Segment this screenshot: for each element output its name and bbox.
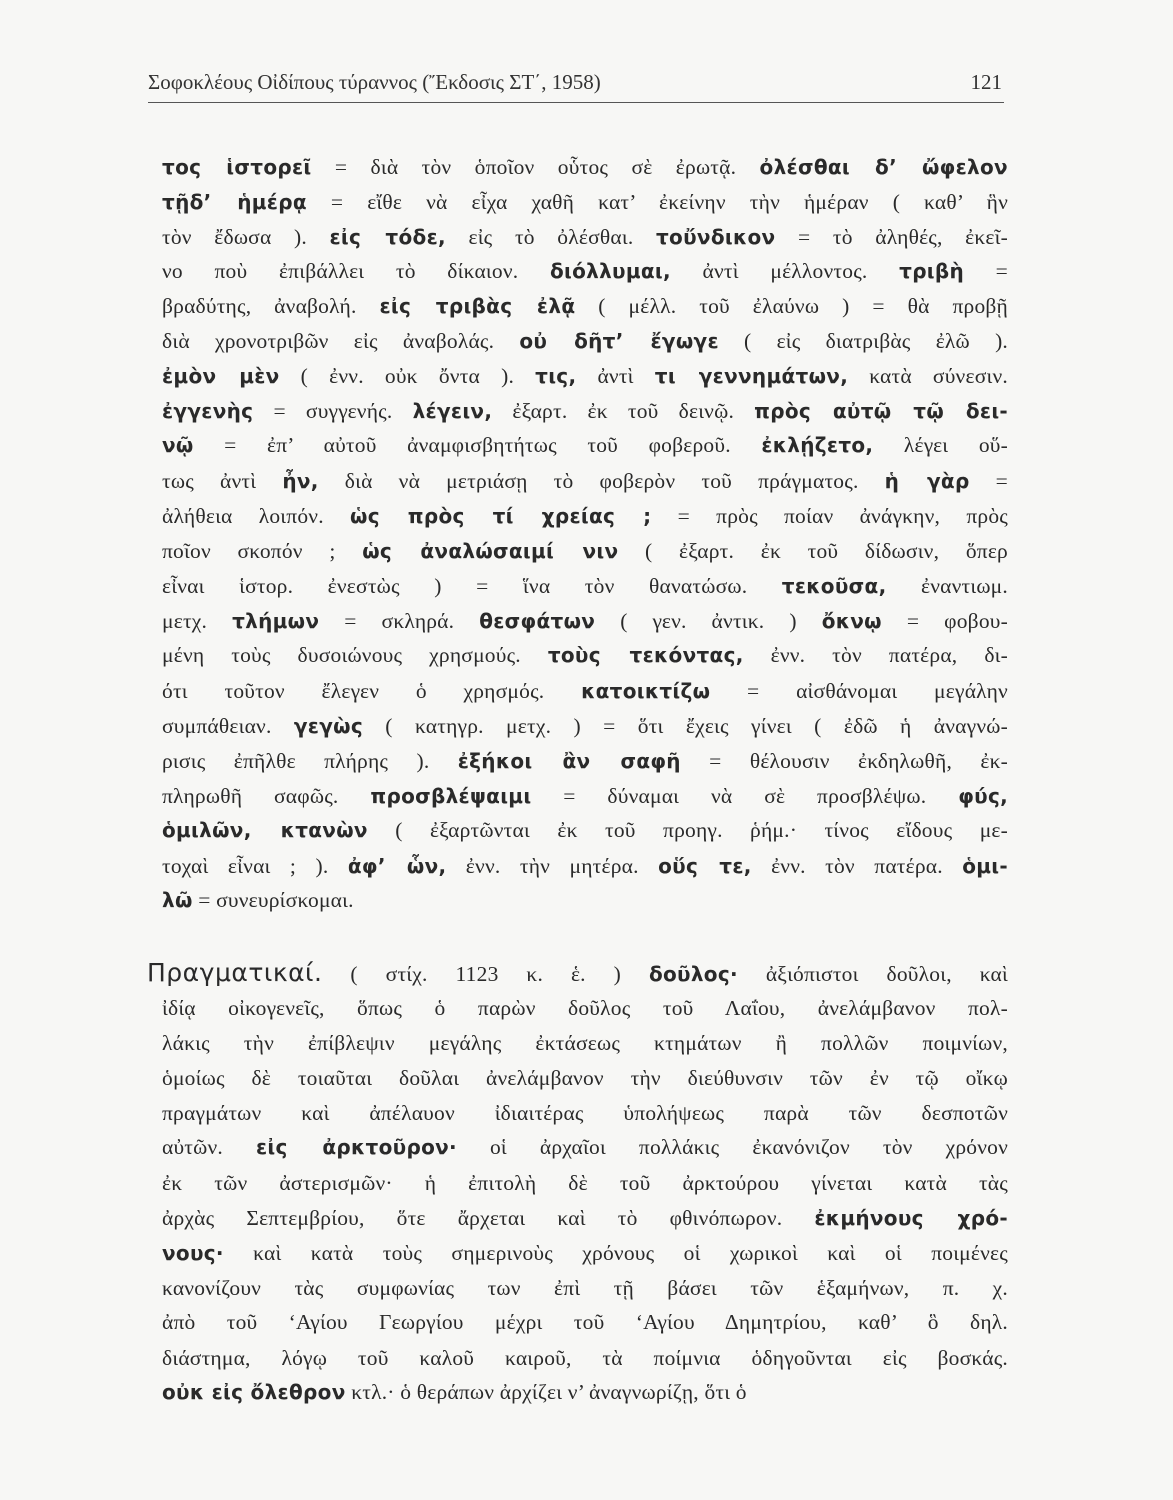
lemma: ἡ γὰρ: [884, 469, 970, 493]
gloss-text: = ἐπ’ αὐτοῦ ἀναμφισβητήτως τοῦ φοβεροῦ.: [193, 433, 762, 457]
gloss-text: τὸν ἔδωσα ).: [162, 225, 330, 249]
gloss-text: ἀλήθεια λοιπόν.: [162, 504, 351, 528]
lemma: νῷ: [162, 433, 194, 457]
text-line: [162, 1273, 1008, 1303]
lemma: κατοικτίζω: [581, 679, 711, 703]
gloss-text: ἀξιόπιστοι δοῦλοι, καὶ: [737, 962, 1008, 986]
gloss-text: τοχαὶ εἶναι ; ).: [162, 854, 348, 878]
lemma: οὕς τε,: [658, 854, 752, 878]
gloss-text: κανονίζουν τὰς συμφωνίας των ἐπὶ τῇ βάσει τῶν ἑξαμήνων, π. χ.: [162, 1276, 1008, 1300]
running-header: [148, 68, 1004, 103]
gloss-text: εἶναι ἱστορ. ἐνεστὼς ) = ἵνα τὸν θανατώσω.: [162, 574, 782, 598]
lemma: λῶ: [162, 888, 193, 912]
gloss-text: βραδύτης, ἀναβολή.: [162, 294, 380, 318]
gloss-text: ρισις ἐπῆλθε πλήρης ).: [162, 749, 458, 773]
text-line: [162, 1132, 1008, 1162]
gloss-text: πληρωθῆ σαφῶς.: [162, 784, 371, 808]
gloss-text: κτλ.· ὁ θεράπων ἀρχίζει ν’ ἀναγνωρίζῃ, ὅτι ὁ: [345, 1380, 747, 1404]
text-line: [162, 571, 1008, 601]
gloss-text: συμπάθειαν.: [162, 714, 294, 738]
text-line: [162, 326, 1008, 356]
gloss-text: ἐναντιωμ.: [886, 574, 1008, 598]
lemma: διόλλυμαι,: [549, 259, 671, 283]
lemma: θεσφάτων: [479, 609, 596, 633]
gloss-text: διὰ χρονοτριβῶν εἰς ἀναβολάς.: [162, 329, 520, 353]
gloss-text: ( κατηγρ. μετχ. ) = ὅτι ἔχεις γίνει ( ἐδῶ ἡ ἀναγνώ-: [362, 714, 1008, 738]
gloss-text: ἀντὶ: [576, 364, 655, 388]
text-line: [162, 1238, 1008, 1268]
gloss-text: = συγγενής.: [253, 399, 413, 423]
lemma: τλήμων: [232, 609, 320, 633]
lemma: φύς,: [958, 784, 1008, 808]
gloss-text: νο ποὺ ἐπιβάλλει τὸ δίκαιον.: [162, 259, 550, 283]
lemma: ἐξήκοι ἂν σαφῆ: [457, 749, 681, 773]
lemma: τεκοῦσα,: [781, 574, 887, 598]
lemma: ἐγγενὴς: [162, 399, 254, 423]
text-line: [162, 291, 1008, 321]
gloss-text: ἰδίᾳ οἰκογενεῖς, ὅπως ὁ παρὼν δοῦλος τοῦ Λαΐου, ἀνελάμβανον πολ-: [162, 996, 1008, 1020]
text-line: [162, 430, 1008, 460]
lemma: τριβὴ: [899, 259, 965, 283]
gloss-text: ἐνν. τὴν μητέρα.: [446, 854, 659, 878]
text-line: [162, 222, 1008, 252]
text-line: [162, 1098, 1008, 1128]
text-line: [162, 676, 1008, 706]
lemma: ἐκλῄζετο,: [761, 433, 874, 457]
gloss-text: τως ἀντὶ: [162, 469, 283, 493]
lemma: ἀφ’ ὧν,: [347, 854, 447, 878]
lemma: ὀλέσθαι δ’ ὤφελον: [759, 155, 1008, 179]
lemma: δοῦλος·: [648, 962, 738, 986]
lemma: νους·: [162, 1241, 224, 1265]
text-line: [162, 256, 1008, 286]
gloss-text: = αἰσθάνομαι μεγάλην: [710, 679, 1008, 703]
text-line: [162, 187, 1008, 217]
gloss-text: ποῖον σκοπόν ;: [162, 539, 363, 563]
gloss-text: = θέλουσιν ἐκδηλωθῆ, ἐκ-: [680, 749, 1008, 773]
text-line: [162, 536, 1008, 566]
gloss-text: = διὰ τὸν ὁποῖον οὗτος σὲ ἐρωτᾷ.: [311, 155, 760, 179]
text-line: [162, 1377, 1008, 1407]
text-line: [162, 396, 1008, 426]
gloss-text: ὁμοίως δὲ τοιαῦται δοῦλαι ἀνελάμβανον τὴν διεύθυνσιν τῶν ἐν τῷ οἴκῳ: [162, 1066, 1008, 1090]
gloss-text: εἰς τὸ ὀλέσθαι.: [445, 225, 656, 249]
lemma: ἐκμήνους χρό-: [814, 1206, 1008, 1230]
lemma: ἐμὸν μὲν: [162, 364, 280, 388]
lemma: ἦν,: [282, 469, 319, 493]
text-line: [162, 711, 1008, 741]
text-line: [162, 1168, 1008, 1198]
gloss-text: λάκις τὴν ἐπίβλεψιν μεγάλης ἐκτάσεως κτημάτων ἢ πολλῶν ποιμνίων,: [162, 1031, 1008, 1055]
gloss-text: = συνευρίσκομαι.: [192, 888, 354, 912]
gloss-text: αὐτῶν.: [162, 1135, 256, 1159]
gloss-text: καὶ κατὰ τοὺς σημερινοὺς χρόνους οἱ χωρικοὶ καὶ οἱ ποιμένες: [223, 1241, 1008, 1265]
lemma: οὐκ εἰς ὄλεθρον: [162, 1380, 346, 1404]
gloss-text: = πρὸς ποίαν ἀνάγκην, πρὸς: [651, 504, 1008, 528]
gloss-text: μετχ.: [162, 609, 233, 633]
gloss-text: =: [964, 259, 1008, 283]
gloss-text: ( ἐξαρτ. ἐκ τοῦ δίδωσιν, ὅπερ: [618, 539, 1008, 563]
text-line: [162, 640, 1008, 670]
lemma: τοὔνδικον: [655, 225, 776, 249]
gloss-text: μένη τοὺς δυσοιώνους χρησμούς.: [162, 643, 548, 667]
gloss-text: ότι τοῦτον ἔλεγεν ὁ χρησμός.: [162, 679, 582, 703]
lemma: τις,: [535, 364, 577, 388]
gloss-text: διάστημα, λόγῳ τοῦ καλοῦ καιροῦ, τὰ ποίμνια ὁδηγοῦνται εἰς βοσκάς.: [162, 1346, 1008, 1370]
gloss-text: = σκληρά.: [319, 609, 480, 633]
text-line: [162, 746, 1008, 776]
gloss-text: ἐξαρτ. ἐκ τοῦ δεινῷ.: [492, 399, 755, 423]
gloss-text: ( γεν. ἀντικ. ): [595, 609, 822, 633]
lemma: ὡς πρὸς τί χρείας ;: [350, 504, 652, 528]
text-line: [162, 1203, 1008, 1233]
text-line: [162, 606, 1008, 636]
lemma: τι γεννημάτων,: [654, 364, 849, 388]
gloss-text: ( στίχ. 1123 κ. ἑ. ): [322, 962, 649, 986]
gloss-text: διὰ νὰ μετριάσῃ τὸ φοβερὸν τοῦ πράγματος.: [318, 469, 885, 493]
text-line: [162, 501, 1008, 531]
gloss-text: ἀρχὰς Σεπτεμβρίου, ὅτε ἄρχεται καὶ τὸ φθινόπωρον.: [162, 1206, 815, 1230]
gloss-text: ( μέλλ. τοῦ ἐλαύνω ) = θὰ προβῇ: [575, 294, 1008, 318]
text-line: [162, 815, 1008, 845]
text-line: [162, 152, 1008, 182]
section-heading: Πραγματικαί.: [147, 958, 323, 987]
lemma: εἰς τριβὰς ἐλᾷ: [379, 294, 576, 318]
text-line: [162, 885, 1008, 915]
lemma: τοὺς τεκόντας,: [547, 643, 744, 667]
text-line: [147, 958, 1008, 989]
lemma: πρὸς αὐτῷ τῷ δει-: [754, 399, 1009, 423]
lemma: ὡς ἀναλώσαιμί νιν: [362, 539, 619, 563]
text-line: [162, 1028, 1008, 1058]
gloss-text: = τὸ ἀληθές, ἐκεῖ-: [775, 225, 1008, 249]
running-title: Σοφοκλέους Οἰδίπους τύραννος (Ἔκδοσις ΣΤ΄, 1958): [148, 70, 601, 94]
gloss-text: = δύναμαι νὰ σὲ προσβλέψω.: [531, 784, 959, 808]
gloss-text: = φοβου-: [881, 609, 1008, 633]
gloss-text: ἐκ τῶν ἀστερισμῶν· ἡ ἐπιτολὴ δὲ τοῦ ἀρκτούρου γίνεται κατὰ τὰς: [162, 1171, 1008, 1195]
lemma: προσβλέψαιμι: [370, 784, 532, 808]
gloss-text: ἐνν. τὸν πατέρα, δι-: [743, 643, 1008, 667]
text-line: [162, 361, 1008, 391]
text-line: [162, 993, 1008, 1023]
gloss-text: ( ἐξαρτῶνται ἐκ τοῦ προηγ. ῥήμ.· τίνος εἴδους με-: [367, 818, 1009, 842]
gloss-text: ( εἰς διατριβὰς ἐλῶ ).: [718, 329, 1009, 353]
gloss-text: λέγει οὕ-: [873, 433, 1008, 457]
gloss-text: ἀντὶ μέλλοντος.: [670, 259, 900, 283]
gloss-text: ἀπὸ τοῦ ‘Αγίου Γεωργίου μέχρι τοῦ ‘Αγίου Δημητρίου, καθ’ ὃ δηλ.: [162, 1310, 1008, 1334]
lemma: ὄκνῳ: [821, 609, 882, 633]
lemma: λέγειν,: [412, 399, 493, 423]
lemma: οὐ δῆτ’ ἔγωγε: [519, 329, 719, 353]
gloss-text: κατὰ σύνεσιν.: [848, 364, 1008, 388]
lemma: εἰς ἀρκτοῦρον·: [256, 1135, 457, 1159]
text-line: [162, 781, 1008, 811]
text-line: [162, 1063, 1008, 1093]
text-line: [162, 851, 1008, 881]
lemma: ὁμι-: [962, 854, 1009, 878]
lemma: γεγὼς: [293, 714, 363, 738]
gloss-text: ( ἐνν. οὐκ ὄντα ).: [279, 364, 536, 388]
lemma: τος ἱστορεῖ: [162, 155, 312, 179]
page-number: 121: [970, 70, 1002, 94]
gloss-text: ἐνν. τὸν πατέρα.: [751, 854, 963, 878]
text-line: [162, 466, 1008, 496]
text-line: [162, 1307, 1008, 1337]
gloss-text: =: [969, 469, 1009, 493]
gloss-text: = εἴθε νὰ εἶχα χαθῆ κατ’ ἐκείνην τὴν ἡμέραν ( καθ’ ἣν: [306, 190, 1008, 214]
lemma: εἰς τόδε,: [329, 225, 446, 249]
gloss-text: πραγμάτων καὶ ἀπέλαυον ἰδιαιτέρας ὑπολήψεως παρὰ τῶν δεσποτῶν: [162, 1101, 1008, 1125]
text-line: [162, 1343, 1008, 1373]
gloss-text: οἱ ἀρχαῖοι πολλάκις ἐκανόνιζον τὸν χρόνον: [456, 1135, 1009, 1159]
lemma: τῇδ’ ἡμέρᾳ: [162, 190, 307, 214]
lemma: ὁμιλῶν, κτανὼν: [162, 818, 368, 842]
